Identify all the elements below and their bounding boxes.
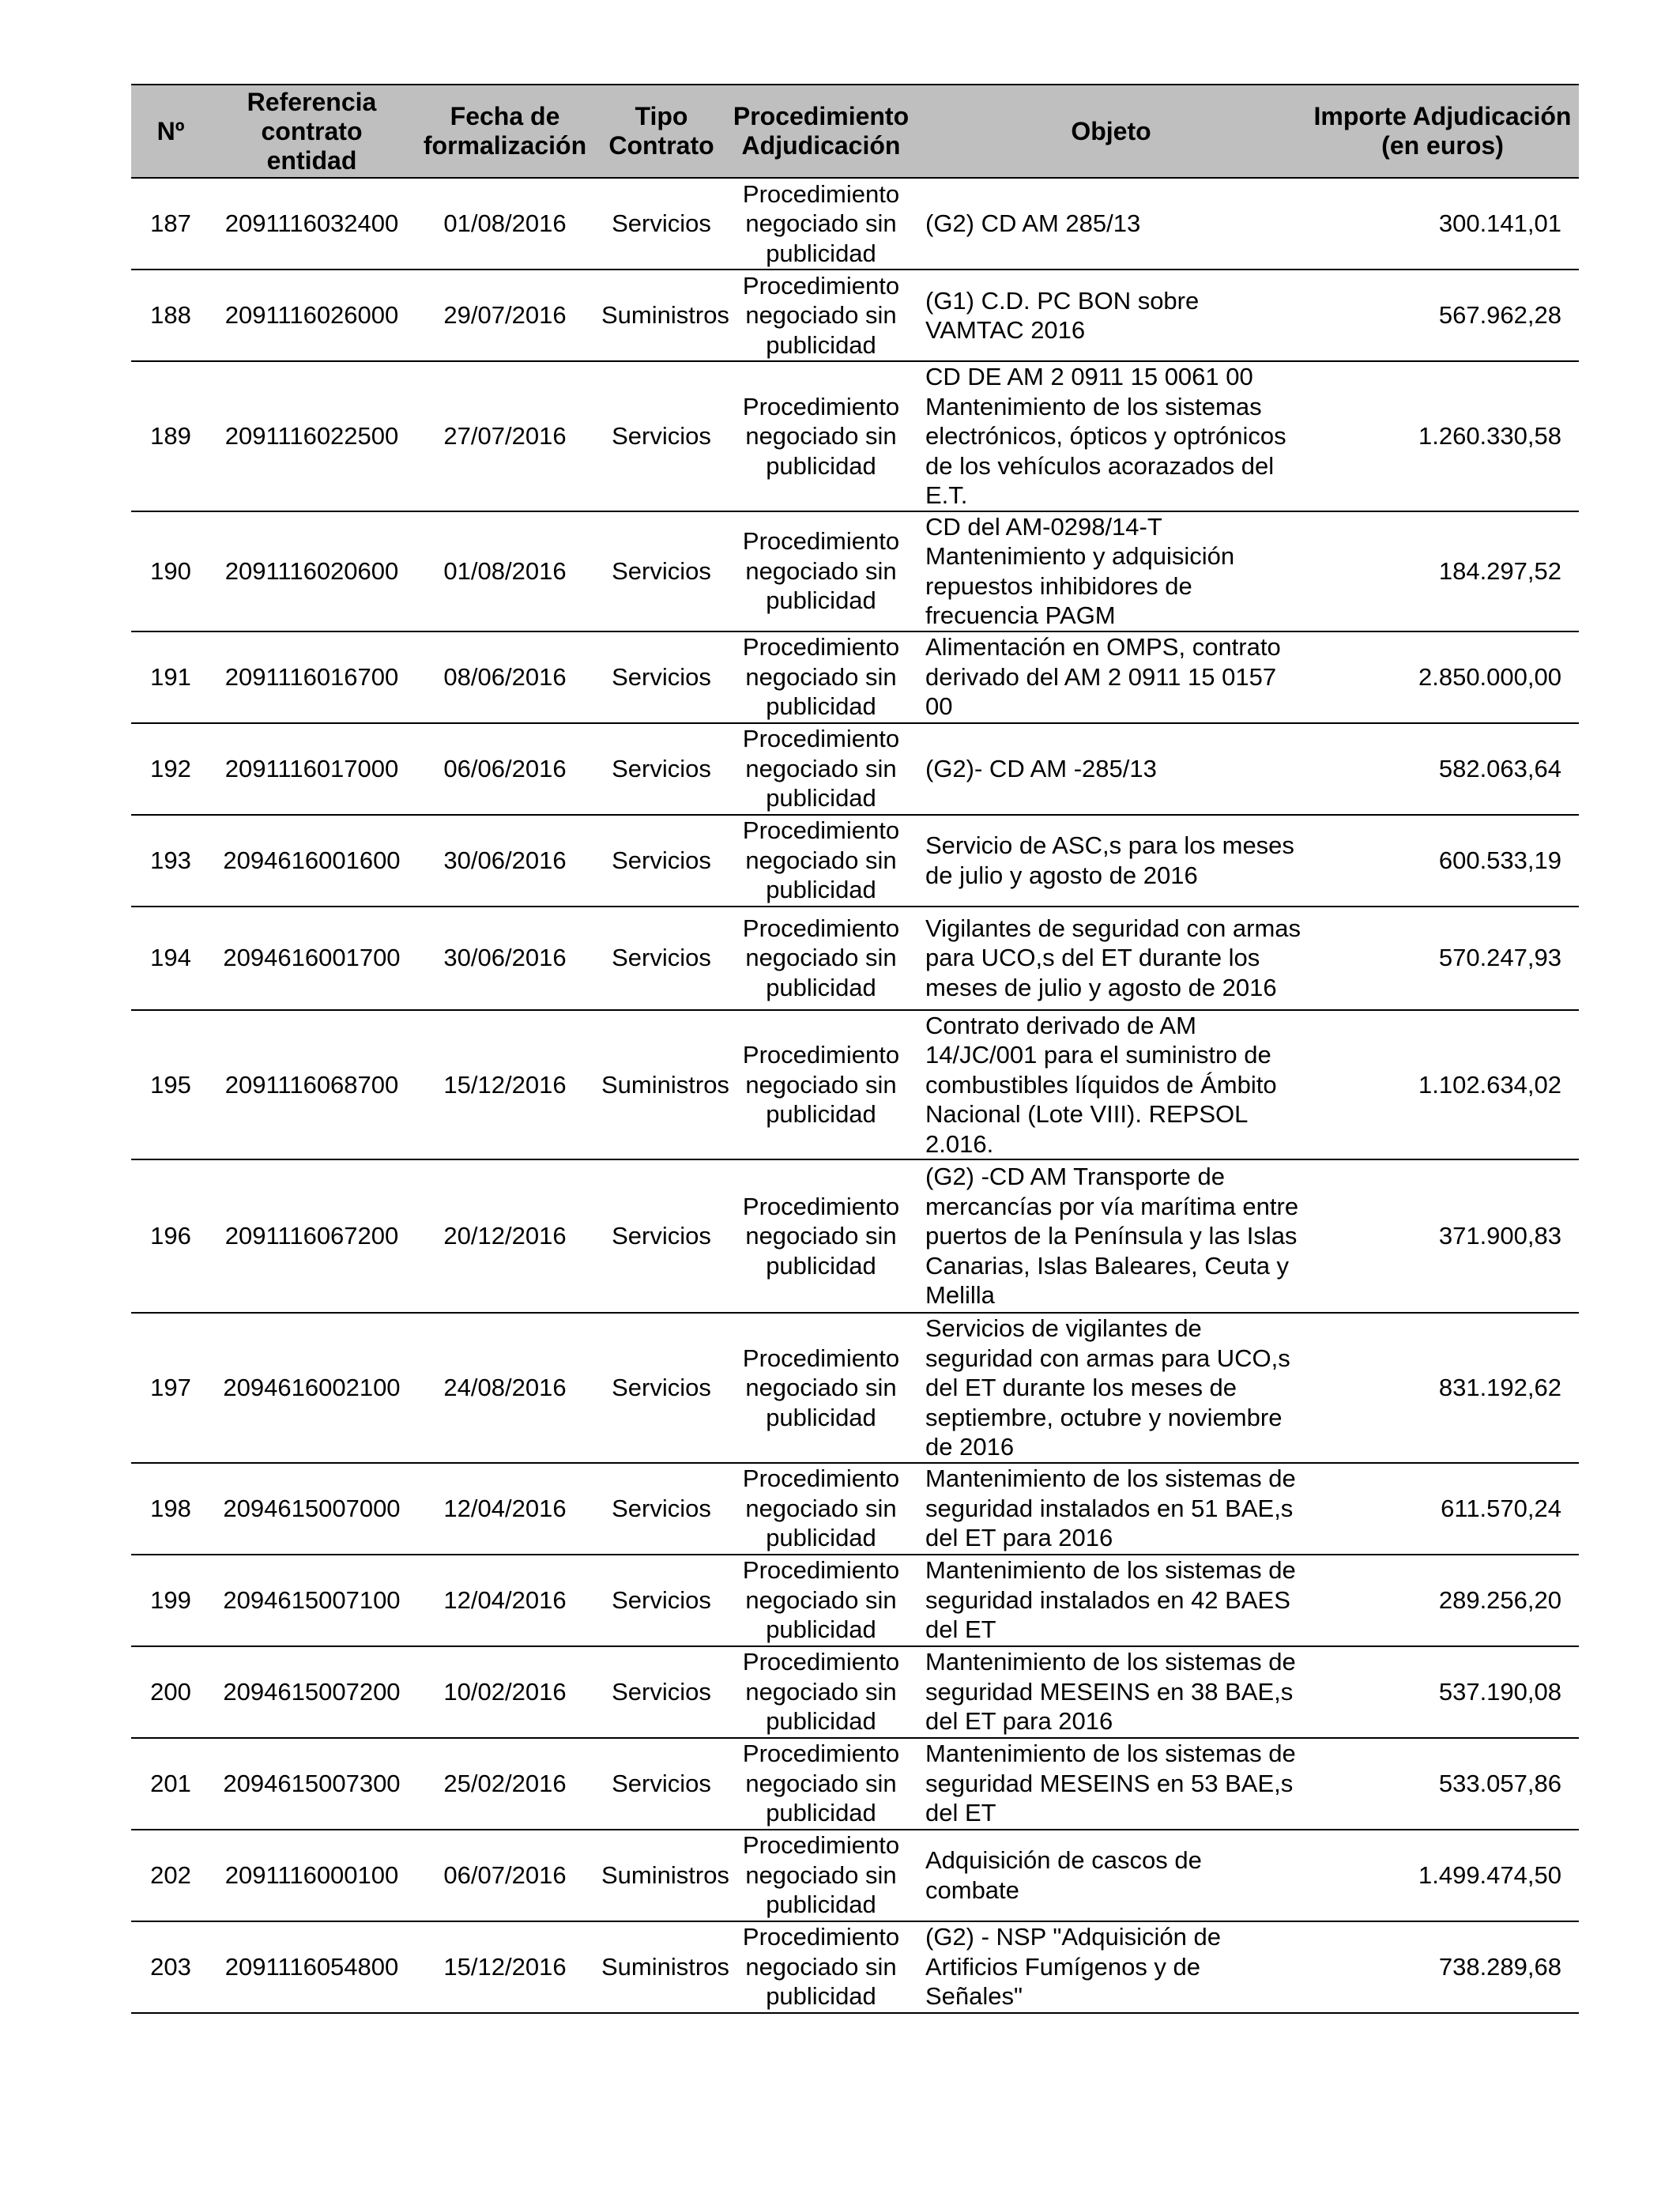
cell-importe: 371.900,83 (1306, 1159, 1579, 1313)
cell-num: 199 (131, 1555, 210, 1646)
cell-ref: 2094615007300 (210, 1738, 413, 1830)
cell-objeto: Servicios de vigilantes de seguridad con armas para UCO,s del ET durante los meses de septiembre, octubre y noviembre de 2016 (916, 1313, 1306, 1463)
cell-fecha: 06/07/2016 (413, 1830, 597, 1921)
cell-fecha: 27/07/2016 (413, 361, 597, 511)
cell-fecha: 15/12/2016 (413, 1010, 597, 1160)
cell-objeto: Alimentación en OMPS, contrato derivado del AM 2 0911 15 0157 00 (916, 631, 1306, 723)
cell-importe: 2.850.000,00 (1306, 631, 1579, 723)
cell-proc: Procedimiento negociado sin publicidad (726, 511, 916, 631)
cell-objeto: Contrato derivado de AM 14/JC/001 para el suministro de combustibles líquidos de Ámbito Nacional (Lote VIII). REPSOL 2.016. (916, 1010, 1306, 1160)
cell-objeto: Adquisición de cascos de combate (916, 1830, 1306, 1921)
cell-fecha: 30/06/2016 (413, 815, 597, 907)
cell-objeto: Servicio de ASC,s para los meses de julio y agosto de 2016 (916, 815, 1306, 907)
cell-tipo: Servicios (597, 1159, 726, 1313)
cell-tipo: Servicios (597, 1313, 726, 1463)
cell-importe: 570.247,93 (1306, 907, 1579, 1010)
cell-importe: 1.260.330,58 (1306, 361, 1579, 511)
table-header (131, 85, 1579, 178)
cell-tipo: Servicios (597, 631, 726, 723)
header-fecha: Fecha de formalización (413, 85, 597, 178)
cell-num: 202 (131, 1830, 210, 1921)
cell-num: 192 (131, 723, 210, 815)
table-row (131, 631, 1579, 723)
cell-num: 187 (131, 178, 210, 270)
table-row (131, 1463, 1579, 1555)
cell-ref: 2091116022500 (210, 361, 413, 511)
cell-importe: 582.063,64 (1306, 723, 1579, 815)
table-row (131, 511, 1579, 631)
cell-fecha: 01/08/2016 (413, 511, 597, 631)
cell-proc: Procedimiento negociado sin publicidad (726, 270, 916, 361)
cell-ref: 2094616002100 (210, 1313, 413, 1463)
cell-ref: 2091116068700 (210, 1010, 413, 1160)
cell-tipo: Servicios (597, 815, 726, 907)
cell-tipo: Servicios (597, 1463, 726, 1555)
cell-importe: 738.289,68 (1306, 1921, 1579, 2013)
table-row (131, 1646, 1579, 1738)
cell-objeto: Mantenimiento de los sistemas de seguridad instalados en 42 BAES del ET (916, 1555, 1306, 1646)
cell-tipo: Servicios (597, 1738, 726, 1830)
cell-fecha: 25/02/2016 (413, 1738, 597, 1830)
cell-num: 188 (131, 270, 210, 361)
cell-proc: Procedimiento negociado sin publicidad (726, 815, 916, 907)
cell-fecha: 29/07/2016 (413, 270, 597, 361)
cell-num: 195 (131, 1010, 210, 1160)
table-row (131, 270, 1579, 361)
header-row (131, 85, 1579, 178)
cell-proc: Procedimiento negociado sin publicidad (726, 1010, 916, 1160)
cell-fecha: 10/02/2016 (413, 1646, 597, 1738)
cell-importe: 533.057,86 (1306, 1738, 1579, 1830)
cell-importe: 1.499.474,50 (1306, 1830, 1579, 1921)
table-row (131, 1555, 1579, 1646)
cell-proc: Procedimiento negociado sin publicidad (726, 1555, 916, 1646)
cell-objeto: Mantenimiento de los sistemas de seguridad instalados en 51 BAE,s del ET para 2016 (916, 1463, 1306, 1555)
cell-objeto: (G2) -CD AM Transporte de mercancías por vía marítima entre puertos de la Península y las Islas Canarias, Islas Baleares, Ceuta y Melilla (916, 1159, 1306, 1313)
cell-importe: 831.192,62 (1306, 1313, 1579, 1463)
table-row (131, 1830, 1579, 1921)
cell-ref: 2091116000100 (210, 1830, 413, 1921)
cell-fecha: 06/06/2016 (413, 723, 597, 815)
cell-ref: 2091116032400 (210, 178, 413, 270)
table-row (131, 1010, 1579, 1160)
cell-proc: Procedimiento negociado sin publicidad (726, 1646, 916, 1738)
cell-fecha: 15/12/2016 (413, 1921, 597, 2013)
cell-ref: 2094616001600 (210, 815, 413, 907)
cell-importe: 289.256,20 (1306, 1555, 1579, 1646)
cell-num: 190 (131, 511, 210, 631)
cell-fecha: 12/04/2016 (413, 1463, 597, 1555)
cell-proc: Procedimiento negociado sin publicidad (726, 907, 916, 1010)
table-row (131, 1921, 1579, 2013)
contracts-table (131, 84, 1579, 2014)
table-row (131, 723, 1579, 815)
table-body (131, 178, 1579, 2013)
cell-objeto: CD del AM-0298/14-T Mantenimiento y adquisición repuestos inhibidores de frecuencia PAGM (916, 511, 1306, 631)
cell-importe: 300.141,01 (1306, 178, 1579, 270)
cell-tipo: Suministros (597, 1010, 726, 1160)
cell-objeto: (G2)- CD AM -285/13 (916, 723, 1306, 815)
cell-num: 189 (131, 361, 210, 511)
cell-objeto: Mantenimiento de los sistemas de seguridad MESEINS en 53 BAE,s del ET (916, 1738, 1306, 1830)
header-proc: Procedimiento Adjudicación (726, 85, 916, 178)
table-row (131, 178, 1579, 270)
cell-tipo: Suministros (597, 270, 726, 361)
cell-importe: 537.190,08 (1306, 1646, 1579, 1738)
header-importe: Importe Adjudicación (en euros) (1306, 85, 1579, 178)
contracts-page (131, 84, 1579, 2014)
cell-fecha: 24/08/2016 (413, 1313, 597, 1463)
cell-ref: 2094615007100 (210, 1555, 413, 1646)
cell-num: 193 (131, 815, 210, 907)
cell-importe: 184.297,52 (1306, 511, 1579, 631)
cell-importe: 567.962,28 (1306, 270, 1579, 361)
table-row (131, 361, 1579, 511)
table-row (131, 907, 1579, 1010)
cell-ref: 2094615007000 (210, 1463, 413, 1555)
cell-tipo: Servicios (597, 1646, 726, 1738)
cell-ref: 2091116026000 (210, 270, 413, 361)
cell-num: 200 (131, 1646, 210, 1738)
cell-proc: Procedimiento negociado sin publicidad (726, 1921, 916, 2013)
cell-tipo: Servicios (597, 1555, 726, 1646)
cell-num: 203 (131, 1921, 210, 2013)
cell-fecha: 12/04/2016 (413, 1555, 597, 1646)
cell-num: 196 (131, 1159, 210, 1313)
cell-tipo: Servicios (597, 178, 726, 270)
table-row (131, 1159, 1579, 1313)
cell-num: 197 (131, 1313, 210, 1463)
cell-fecha: 30/06/2016 (413, 907, 597, 1010)
cell-tipo: Suministros (597, 1921, 726, 2013)
cell-num: 198 (131, 1463, 210, 1555)
cell-importe: 600.533,19 (1306, 815, 1579, 907)
cell-proc: Procedimiento negociado sin publicidad (726, 723, 916, 815)
header-objeto: Objeto (916, 85, 1306, 178)
header-num: Nº (131, 85, 210, 178)
cell-proc: Procedimiento negociado sin publicidad (726, 1463, 916, 1555)
table-row (131, 815, 1579, 907)
cell-proc: Procedimiento negociado sin publicidad (726, 631, 916, 723)
cell-tipo: Servicios (597, 511, 726, 631)
cell-objeto: (G1) C.D. PC BON sobre VAMTAC 2016 (916, 270, 1306, 361)
cell-fecha: 01/08/2016 (413, 178, 597, 270)
cell-proc: Procedimiento negociado sin publicidad (726, 178, 916, 270)
cell-ref: 2091116067200 (210, 1159, 413, 1313)
cell-ref: 2091116017000 (210, 723, 413, 815)
cell-objeto: (G2) CD AM 285/13 (916, 178, 1306, 270)
cell-objeto: Vigilantes de seguridad con armas para UCO,s del ET durante los meses de julio y agosto de 2016 (916, 907, 1306, 1010)
cell-ref: 2094616001700 (210, 907, 413, 1010)
cell-proc: Procedimiento negociado sin publicidad (726, 1159, 916, 1313)
header-ref: Referencia contrato entidad (210, 85, 413, 178)
header-tipo: Tipo Contrato (597, 85, 726, 178)
cell-proc: Procedimiento negociado sin publicidad (726, 1830, 916, 1921)
cell-fecha: 20/12/2016 (413, 1159, 597, 1313)
cell-tipo: Servicios (597, 907, 726, 1010)
cell-ref: 2094615007200 (210, 1646, 413, 1738)
cell-importe: 1.102.634,02 (1306, 1010, 1579, 1160)
table-row (131, 1313, 1579, 1463)
cell-num: 201 (131, 1738, 210, 1830)
cell-num: 194 (131, 907, 210, 1010)
cell-objeto: (G2) - NSP "Adquisición de Artificios Fumígenos y de Señales" (916, 1921, 1306, 2013)
table-row (131, 1738, 1579, 1830)
cell-tipo: Servicios (597, 723, 726, 815)
cell-proc: Procedimiento negociado sin publicidad (726, 1313, 916, 1463)
cell-num: 191 (131, 631, 210, 723)
cell-tipo: Suministros (597, 1830, 726, 1921)
cell-fecha: 08/06/2016 (413, 631, 597, 723)
cell-objeto: CD DE AM 2 0911 15 0061 00 Mantenimiento de los sistemas electrónicos, ópticos y optrónicos de los vehículos acorazados del E.T. (916, 361, 1306, 511)
cell-tipo: Servicios (597, 361, 726, 511)
cell-proc: Procedimiento negociado sin publicidad (726, 1738, 916, 1830)
cell-importe: 611.570,24 (1306, 1463, 1579, 1555)
cell-ref: 2091116054800 (210, 1921, 413, 2013)
cell-objeto: Mantenimiento de los sistemas de seguridad MESEINS en 38 BAE,s del ET para 2016 (916, 1646, 1306, 1738)
cell-ref: 2091116020600 (210, 511, 413, 631)
cell-ref: 2091116016700 (210, 631, 413, 723)
cell-proc: Procedimiento negociado sin publicidad (726, 361, 916, 511)
